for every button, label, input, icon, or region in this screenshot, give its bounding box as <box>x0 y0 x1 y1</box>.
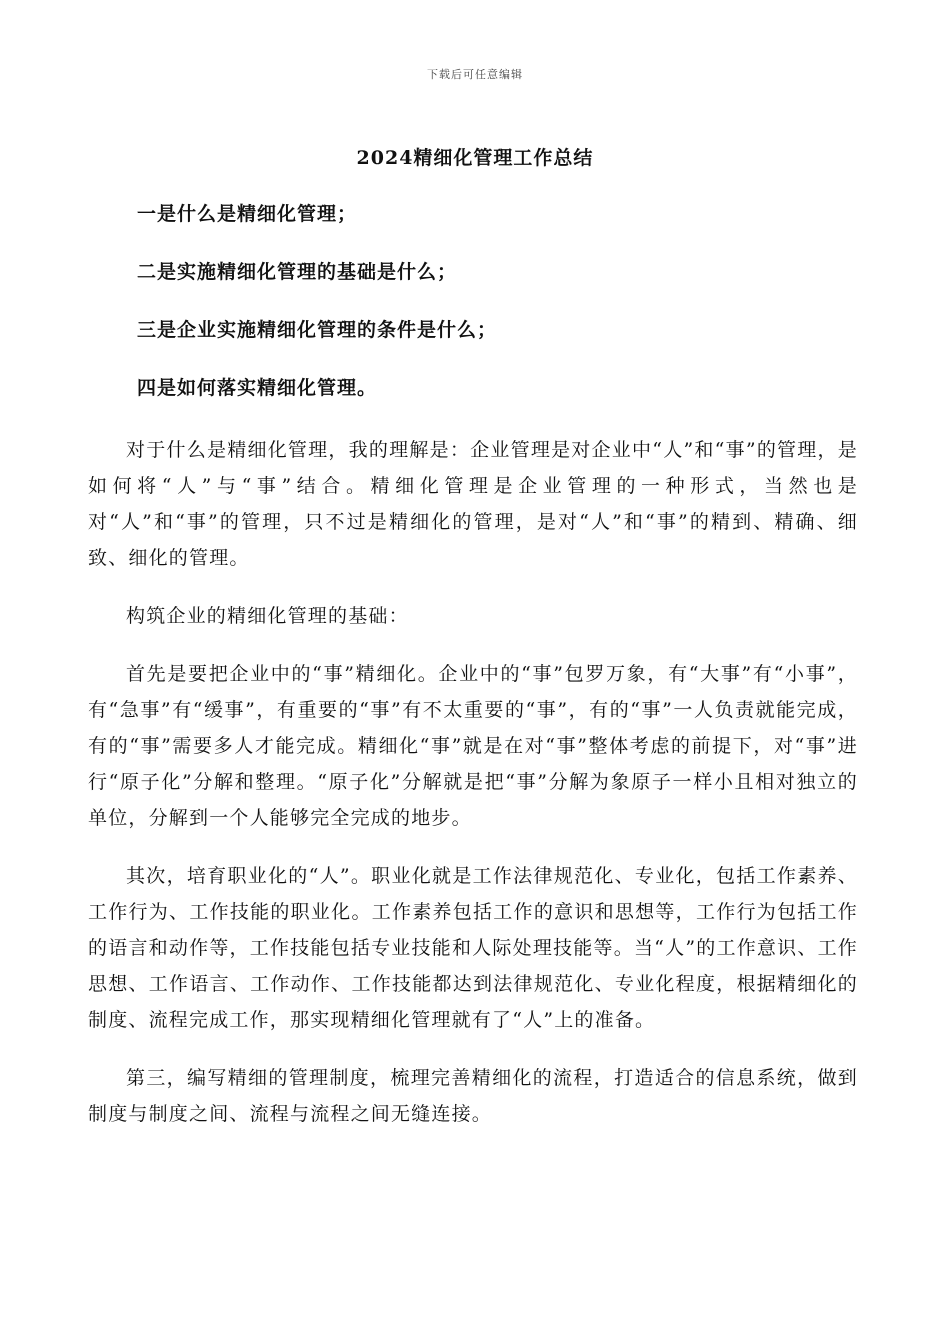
paragraph-second: 其次，培育职业化的“人”。职业化就是工作法律规范化、专业化，包括工作素养、工作行为、工作技能的职业化。工作素养包括工作的意识和思想等，工作行为包括工作的语言和动作等，工作技能包括专业技能和人际处理技能等。当“人”的工作意识、工作思想、工作语言、工作动作、工作技能都达到法律规范化、专业化程度，根据精细化的制度、流程完成工作，那实现精细化管理就有了“人”上的准备。 <box>88 865 858 1031</box>
outline-item-2: 二是实施精细化管理的基础是什么； <box>137 261 458 283</box>
page-header: 下载后可任意编辑 <box>427 68 523 81</box>
outline-item-3: 三是企业实施精细化管理的条件是什么； <box>137 319 498 341</box>
outline-item-4: 四是如何落实精细化管理。 <box>137 377 378 399</box>
document-title: 2024精细化管理工作总结 <box>356 147 594 169</box>
paragraph-definition: 对于什么是精细化管理，我的理解是：企业管理是对企业中“人”和“事”的管理，是如何将“人”与“事”结合。精细化管理是企业管理的一种形式，当然也是对“人”和“事”的管理，只不过是精细化的管理，是对“人”和“事”的精到、精确、细致、细化的管理。 <box>88 439 858 569</box>
paragraph-third: 第三，编写精细的管理制度，梳理完善精细化的流程，打造适合的信息系统，做到制度与制度之间、流程与流程之间无缝连接。 <box>88 1067 858 1125</box>
outline-list <box>137 196 857 428</box>
paragraph-foundation-heading: 构筑企业的精细化管理的基础： <box>126 605 409 627</box>
body-text <box>88 432 858 1154</box>
outline-item-1: 一是什么是精细化管理； <box>137 203 358 225</box>
paragraph-first: 首先是要把企业中的“事”精细化。企业中的“事”包罗万象，有“大事”有“小事”，有“急事”有“缓事”，有重要的“事”有不太重要的“事”，有的“事”一人负责就能完成，有的“事”需要多人才能完成。精细化“事”就是在对“事”整体考虑的前提下，对“事”进行“原子化”分解和整理。“原子化”分解就是把“事”分解为象原子一样小且相对独立的单位，分解到一个人能够完全完成的地步。 <box>88 663 858 829</box>
